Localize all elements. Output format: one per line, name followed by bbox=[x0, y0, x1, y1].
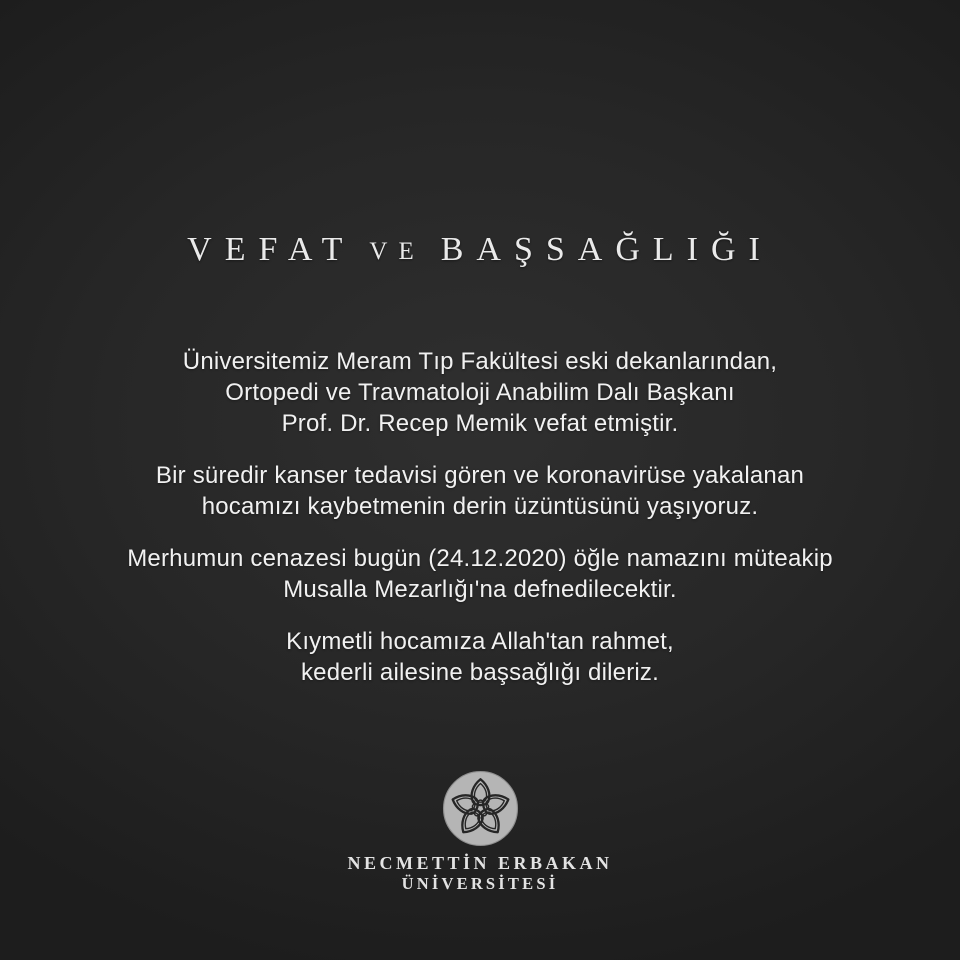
paragraph-illness-info bbox=[156, 460, 804, 522]
paragraph-line: Bir süredir kanser tedavisi gören ve koronavirüse yakalanan bbox=[155, 462, 805, 489]
paragraph-deceased-info bbox=[183, 346, 777, 439]
paragraph-condolence bbox=[286, 626, 674, 688]
neu-rosette-emblem-icon bbox=[442, 770, 519, 847]
memorial-title bbox=[187, 230, 773, 272]
paragraph-line: Ortopedi ve Travmatoloji Anabilim Dalı Başkanı bbox=[225, 379, 735, 406]
paragraph-line: Musalla Mezarlığı'na defnedilecektir. bbox=[283, 576, 677, 603]
title-word-vefat: VEFAT bbox=[187, 231, 356, 268]
paragraph-line: Prof. Dr. Recep Memik vefat etmiştir. bbox=[281, 410, 679, 437]
paragraph-funeral-info bbox=[127, 543, 833, 605]
title-connector-ve: VE bbox=[369, 238, 425, 265]
title-word-bassagligi: BAŞSAĞLIĞI bbox=[440, 231, 773, 268]
university-logo-block bbox=[347, 770, 612, 894]
paragraph-line: kederli ailesine başsağlığı dileriz. bbox=[300, 659, 660, 686]
university-wordmark bbox=[347, 852, 612, 894]
paragraph-line: Üniversitemiz Meram Tıp Fakültesi eski dekanlarından, bbox=[182, 348, 778, 375]
university-name-line1: NECMETTİN ERBAKAN bbox=[347, 853, 613, 873]
paragraph-line: hocamızı kaybetmenin derin üzüntüsünü yaşıyoruz. bbox=[201, 493, 759, 520]
paragraph-line: Kıymetli hocamıza Allah'tan rahmet, bbox=[286, 628, 674, 655]
paragraph-line: Merhumun cenazesi bugün (24.12.2020) öğle namazını müteakip bbox=[127, 545, 833, 572]
university-name-line2: ÜNİVERSİTESİ bbox=[401, 874, 559, 893]
